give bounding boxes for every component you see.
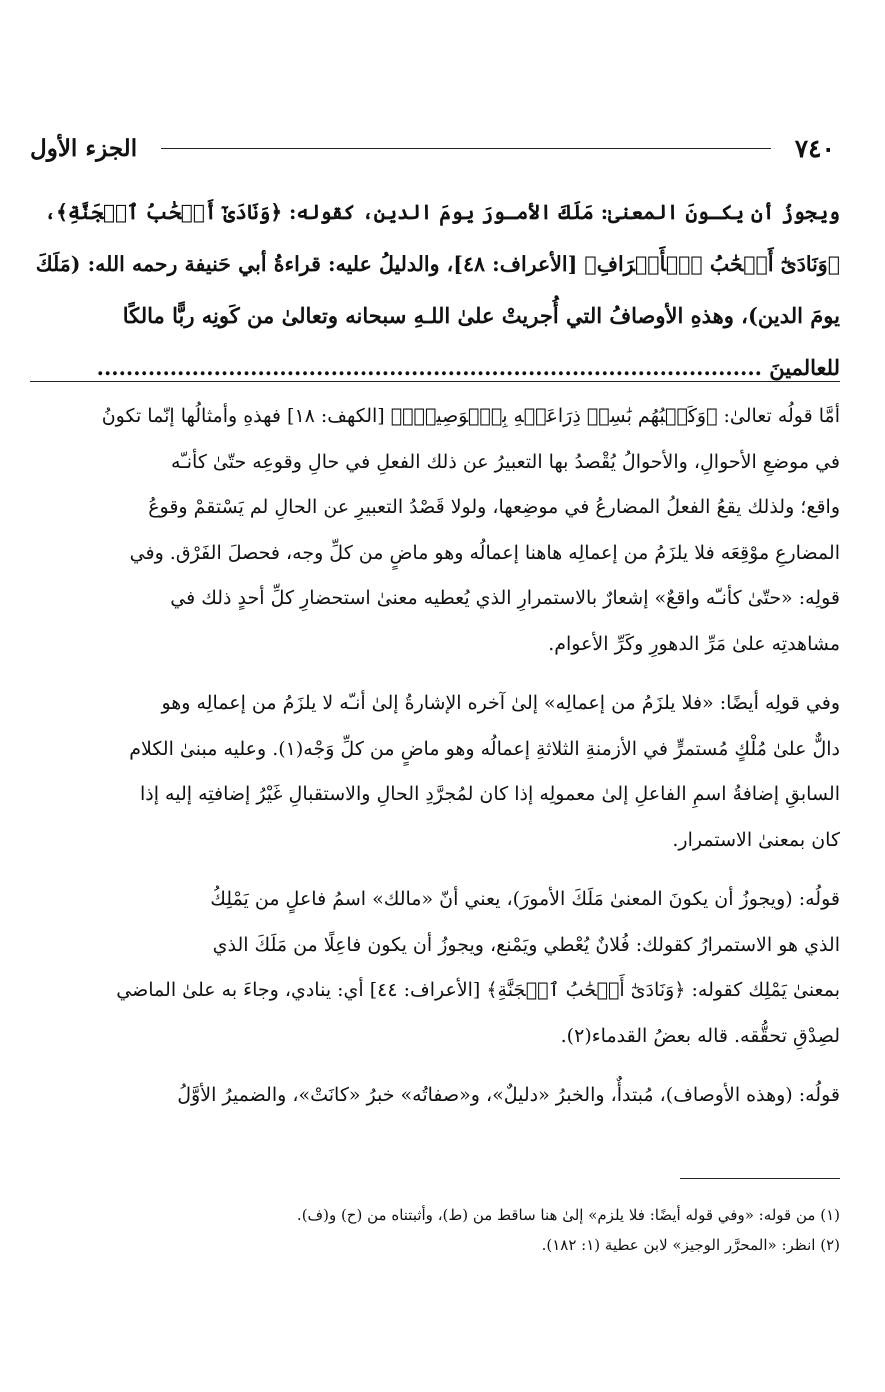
footnotes — [30, 1200, 840, 1260]
sharh-text — [30, 394, 840, 1133]
sharh-line: في موضعِ الأحوالِ، والأحوالُ يُقْصدُ بها التعبيرُ عن ذلك الفعلِ في حالِ وقوعِه حتّىٰ كأنـّه — [171, 450, 840, 473]
matn-line: يومَ الدين)، وهذهِ الأوصافُ التي أُجريتْ علىٰ اللـهِ سبحانه وتعالىٰ من كَونِه ربًّا مالكًا — [122, 303, 840, 328]
footnote: (١) من قوله: «وفي قوله أيضًا: فلا يلزم» إلىٰ هنا ساقط من (ط)، وأثبتناه من (ح) و(ف). — [296, 1206, 840, 1224]
sharh-line: مشاهدتِه علىٰ مَرِّ الدهورِ وكَرِّ الأعوام. — [548, 632, 840, 655]
sharh-paragraph — [30, 681, 840, 863]
sharh-line: دالٌّ علىٰ مُلْكٍ مُستمرٍّ في الأزمنةِ الثلاثةِ إعمالُه وهو ماضٍ من كلِّ وَجْه(١). وعليه مبنىٰ الكلام — [129, 737, 840, 760]
sharh-paragraph — [30, 394, 840, 667]
footnote-rule — [680, 1178, 840, 1179]
matn-line: ويجوزُ أن يكـونَ المعنىٰ: مَلَكَ الأمـورَ يومَ الدين، كقوله: ﴿وَنَادَىٰٓ أَصۡحَٰبُ ٱلۡجَنَّةِ﴾، — [44, 200, 840, 224]
sharh-paragraph — [30, 1073, 840, 1119]
sharh-line: المضارعِ موْقِعَه فلا يلزَمُ من إعمالِه هاهنا إعمالُه وهو ماضٍ من كلِّ وجه، فحصلَ الفَرْق. وفي — [129, 541, 840, 564]
sharh-line: وفي قولِه أيضًا: «فلا يلزَمُ من إعمالِه» إلىٰ آخره الإشارةُ إلىٰ أنـّه لا يلزَمُ من إعمالِه وهو — [161, 692, 840, 714]
sharh-line: بمعنىٰ يَمْلِك كقوله: ﴿وَنَادَىٰٓ أَصۡحَٰبُ ٱلۡجَنَّةِ﴾ [الأعراف: ٤٤] أي: ينادي، وجاءَ به علىٰ الماضي — [116, 979, 840, 1001]
page-number: ٧٤٠ — [794, 133, 835, 163]
sharh-line: الذي هو الاستمرارُ كقولك: فُلانٌ يُعْطي ويَمْنع، ويجوزُ أن يكون فاعِلًا من مَلَكَ الذي — [212, 933, 840, 956]
header-rule — [161, 148, 771, 149]
matn-text — [30, 186, 840, 394]
matn-line: للعالمينَ ........................................................................................... — [96, 355, 840, 380]
sharh-line: السابقِ إضافةُ اسمِ الفاعلِ إلىٰ معمولِه إذا كان لمُجرَّدِ الحالِ والاستقبالِ غَيْرُ إضافتِه إليه إذا — [140, 783, 840, 805]
sharh-paragraph — [30, 877, 840, 1059]
sharh-line: كان بمعنىٰ الاستمرار. — [672, 828, 840, 851]
matn-line: ﴿وَنَادَىٰٓ أَصۡحَٰبُ ٱلۡأَعۡرَافِ﴾ [الأعراف: ٤٨]، والدليلُ عليه: قراءةُ أبي حَنيفة رحمه الله: (مَلَكَ — [35, 252, 840, 276]
matn-separator — [30, 381, 840, 382]
sharh-line: قولِه: «حتّىٰ كأنـّه واقعٌ» إشعارٌ بالاستمرارِ الذي يُعطيه معنىٰ استحضارِ كلِّ أحدٍ ذلك في — [170, 587, 840, 609]
sharh-line: قولُه: (ويجوزُ أن يكونَ المعنىٰ مَلَكَ الأمورَ)، يعني أنّ «مالك» اسمُ فاعلٍ من يَمْلِكُ — [210, 888, 840, 910]
sharh-line: لصِدْقِ تحقُّقه. قاله بعضُ القدماء(٢). — [560, 1024, 840, 1047]
page-header — [30, 128, 835, 168]
sharh-line: واقع؛ ولذلك يقعُ الفعلُ المضارعُ في موضِعها، ولولا قَصْدُ التعبيرِ عن الحالِ لم يَسْتقمْ وقوعُ — [148, 496, 840, 518]
part-title: الجزء الأول — [30, 134, 138, 162]
sharh-line: أمَّا قولُه تعالىٰ: ﴿وَكَلۡبُهُم بَٰسِطٞ ذِرَاعَيۡهِ بِٱلۡوَصِيدِۚ﴾ [الكهف: ١٨] فهذهِ وأمثالُها إنّما تكونُ — [101, 405, 840, 427]
footnote: (٢) انظر: «المحرَّر الوجيز» لابن عطية (١: ١٨٢). — [541, 1236, 840, 1254]
sharh-line: قولُه: (وهذه الأوصاف)، مُبتدأٌ، والخبرُ «دليلٌ»، و«صفاتُه» خبرُ «كانَتْ»، والضميرُ الأوَّلُ — [177, 1084, 840, 1106]
